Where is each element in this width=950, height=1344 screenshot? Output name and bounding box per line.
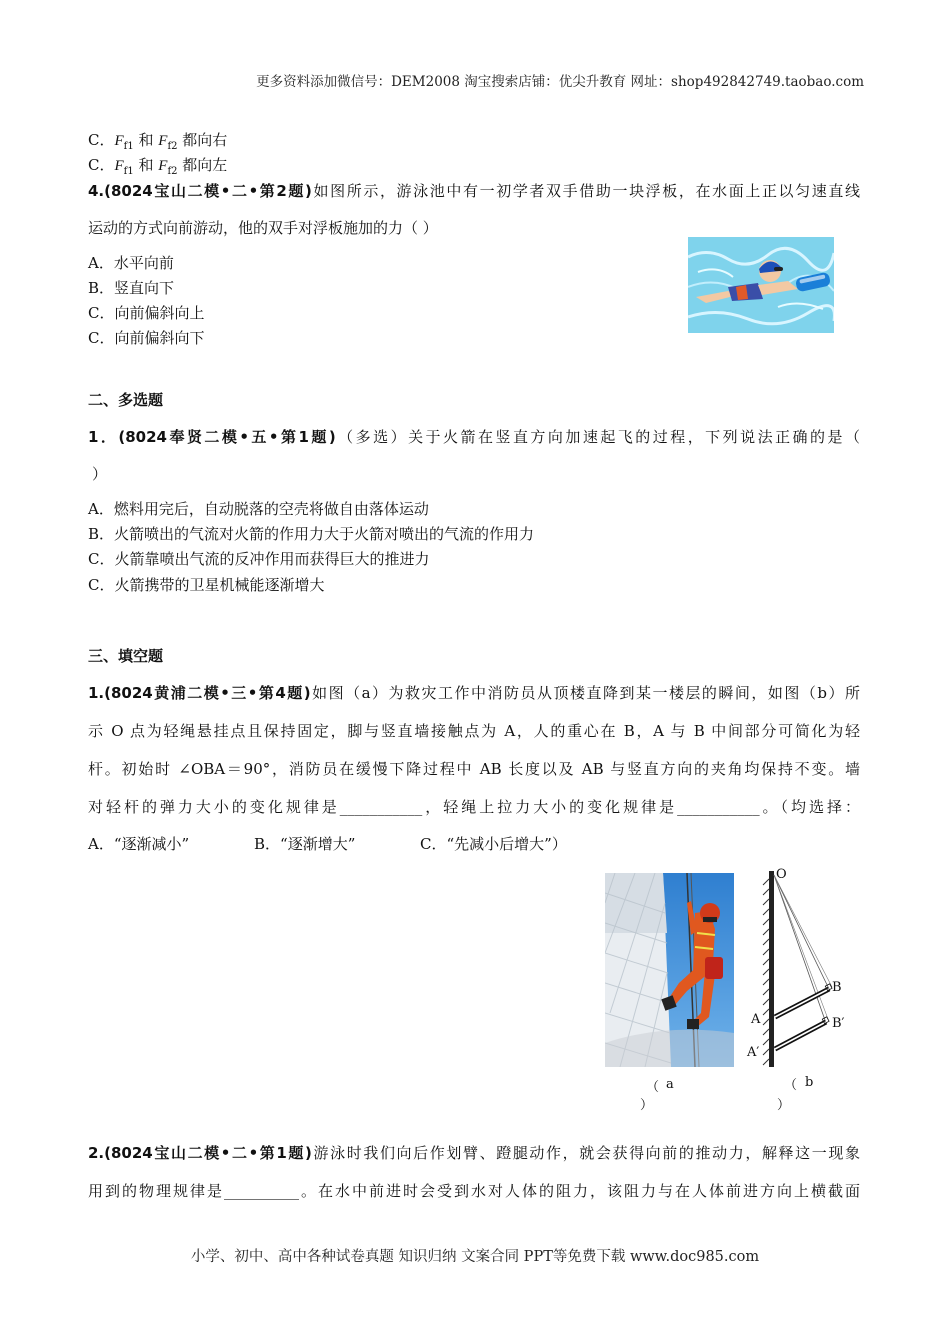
question-tag: 1.(8024黄浦二模•三•第4题) — [88, 684, 311, 702]
s3-q2-line2: 用到的物理规律是__________。在水中前进时会受到水对人体的阻力，该阻力与在人体前进方向上横截面 — [88, 1182, 860, 1200]
s3-q2-line1 — [88, 1143, 860, 1163]
force-symbol: F — [158, 158, 168, 174]
q4-option-a: A．水平向前 — [88, 254, 174, 272]
prev-option-c2 — [88, 155, 227, 182]
s3-q1-line1 — [88, 683, 860, 703]
s3-q1-choice-b: B．“逐渐增大” — [254, 835, 356, 853]
s2-q1-option-a: A．燃料用完后，自动脱落的空壳将做自由落体运动 — [88, 500, 429, 518]
prev-option-c1 — [88, 130, 227, 157]
question-tag: 2.(8024宝山二模•二•第1题) — [88, 1144, 312, 1162]
s2-q1-option-d: C．火箭携带的卫星机械能逐渐增大 — [88, 576, 325, 594]
caption-b-close: ） — [777, 1098, 791, 1113]
force-symbol: F — [114, 133, 124, 149]
force-subscript: f1 — [123, 166, 134, 177]
s2-q1-option-c: C．火箭靠喷出气流的反冲作用而获得巨大的推进力 — [88, 550, 430, 568]
s2-q1-option-b: B．火箭喷出的气流对火箭的作用力大于火箭对喷出的气流的作用力 — [88, 525, 535, 543]
label-b-prime: B′ — [832, 1016, 845, 1031]
q4-line1 — [88, 181, 860, 201]
force-subscript: f2 — [167, 166, 178, 177]
option-prefix: C． — [88, 156, 115, 174]
question-tag: 1．(8024奉贤二模•五•第1题) — [88, 428, 336, 446]
q4-option-d: C．向前偏斜向下 — [88, 329, 205, 347]
q4-option-b: B．竖直向下 — [88, 279, 175, 297]
label-a: A — [751, 1012, 761, 1027]
question-text: 游泳时我们向后作划臂、蹬腿动作，就会获得向前的推动力，解释这一现象 — [311, 1144, 860, 1162]
force-symbol: F — [158, 133, 168, 149]
firefighter-photo — [605, 873, 734, 1067]
s3-q1-line4: 对轻杆的弹力大小的变化规律是___________，轻绳上拉力大小的变化规律是___________。（均选择： — [88, 798, 860, 816]
question-text: 如图（a）为救灾工作中消防员从顶楼直降到某一楼层的瞬间，如图（b）所 — [310, 684, 860, 702]
caption-a-letter: a — [666, 1077, 674, 1092]
option-text: 都向左 — [177, 156, 228, 174]
s3-q1-choice-a: A．“逐渐减小” — [88, 835, 190, 853]
option-text: 和 — [133, 156, 159, 174]
q4-line2: 运动的方式向前游动，他的双手对浮板施加的力（ ） — [88, 219, 438, 237]
caption-a-open: （ — [646, 1080, 660, 1095]
page-footer: 小学、初中、高中各种试卷真题 知识归纳 文案合同 PPT等免费下载 www.doc985.com — [190, 1249, 760, 1265]
s3-q1-line2: 示 O 点为轻绳悬挂点且保持固定，脚与竖直墙接触点为 A，人的重心在 B，A 与 B 中间部分可简化为轻 — [88, 722, 860, 740]
force-subscript: f1 — [123, 141, 134, 152]
caption-b-open: （ — [784, 1078, 798, 1093]
question-tag: 4.(8024宝山二模•二•第2题) — [88, 182, 312, 200]
s2-q1-line2: ） — [92, 465, 108, 483]
s3-q1-choice-c: C．“先减小后增大”） — [420, 835, 567, 853]
option-text: 都向右 — [177, 131, 228, 149]
caption-a-close: ） — [640, 1098, 654, 1113]
caption-b-letter: b — [805, 1075, 814, 1090]
option-text: 和 — [133, 131, 159, 149]
s3-q1-line3: 杆。初始时 ∠OBA＝90°，消防员在缓慢下降过程中 AB 长度以及 AB 与竖直方向的夹角均保持不变。墙 — [88, 760, 860, 778]
label-a-prime: A′ — [747, 1045, 760, 1060]
label-o: O — [776, 867, 787, 882]
page-header: 更多资料添加微信号：DEM2008 淘宝搜索店铺：优尖升教育 网址：shop492842749.taobao.com — [256, 74, 864, 90]
q4-option-c: C．向前偏斜向上 — [88, 304, 205, 322]
swimmer-illustration — [688, 237, 834, 333]
section-title-fill-blank: 三、填空题 — [88, 647, 164, 665]
option-prefix: C． — [88, 131, 115, 149]
s2-q1-line1 — [88, 427, 860, 447]
wall-rod-diagram — [742, 865, 852, 1075]
question-text: （多选）关于火箭在竖直方向加速起飞的过程，下列说法正确的是（ — [335, 428, 860, 446]
force-subscript: f2 — [167, 141, 178, 152]
section-title-multi-choice: 二、多选题 — [88, 391, 164, 409]
question-text: 如图所示，游泳池中有一初学者双手借助一块浮板，在水面上正以匀速直线 — [311, 182, 860, 200]
label-b: B — [832, 980, 842, 995]
force-symbol: F — [114, 158, 124, 174]
